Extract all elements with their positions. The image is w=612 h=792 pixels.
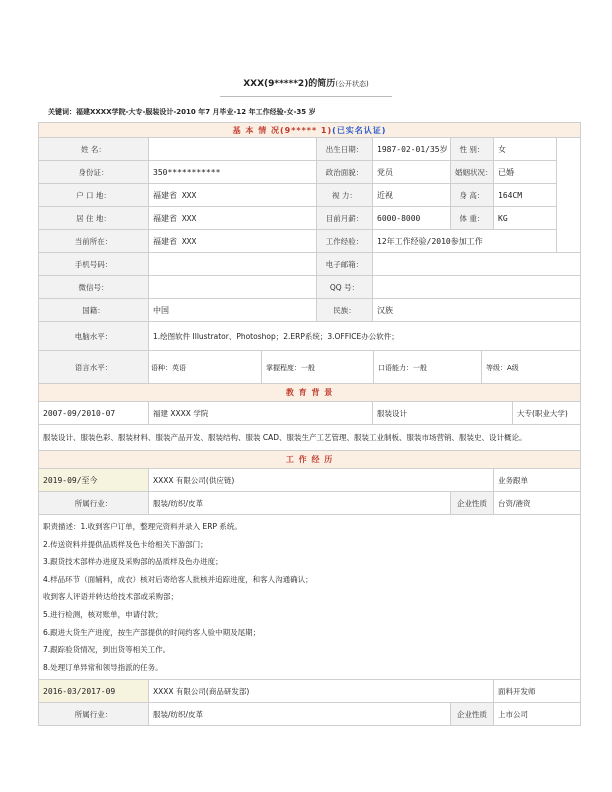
gender-label: 性 别：: [451, 138, 494, 161]
job-1-desc-line: 5.进行检测，核对账单，申请付款；: [43, 609, 163, 619]
email-label: 电子邮箱：: [317, 253, 373, 276]
job-1-desc-line: 6.跟进大货生产进度，按生产部提供的时间约客人验中期及尾期；: [43, 627, 261, 637]
gender-value: 女: [494, 138, 557, 161]
weight-label: 体 重：: [451, 207, 494, 230]
keywords-line: 关键词：福建XXXX学院-大专-服装设计-2010 年7 月毕业-12 年工作经验-女-35 岁: [48, 108, 316, 116]
title-divider: [220, 96, 392, 97]
hukou-label: 户 口 地：: [39, 184, 149, 207]
job-1-industry: 服装/纺织/皮革: [149, 492, 451, 515]
wechat-value: [149, 276, 317, 299]
political-value: 党员: [373, 161, 451, 184]
job-1-desc-line: 3.跟货技术部样办进度及采购部的品质样及色办进度；: [43, 557, 223, 567]
lang-type: 语种：英语: [149, 351, 262, 383]
political-label: 政治面貌：: [317, 161, 373, 184]
id-value: 350***********: [149, 161, 317, 184]
experience-label: 工作经验：: [317, 230, 373, 253]
basic-info-header: [39, 123, 581, 138]
job-1-desc-line: 4.样品环节（面辅料，成衣）核对后寄给客人批核并追踪进度，和客人沟通确认；: [43, 574, 313, 584]
id-label: 身份证：: [39, 161, 149, 184]
job-1-period: 2019-09/至今: [39, 469, 149, 492]
job-2-period: 2016-03/2017-09: [39, 680, 149, 703]
qq-label: QQ 号：: [317, 276, 373, 299]
job-1-description: [39, 515, 581, 680]
qq-value: [373, 276, 581, 299]
education-header: 教 育 背 景: [39, 384, 581, 402]
location-label: 当前所在：: [39, 230, 149, 253]
name-value: [149, 138, 317, 161]
job-1-nature: 台资/港资: [494, 492, 581, 515]
language-values: [149, 351, 581, 384]
job-1-desc-line: 8.处理订单异常和领导指派的任务。: [43, 662, 163, 672]
birth-value: 1987-02-01/35岁: [373, 138, 451, 161]
job-1-nature-label: 企业性质: [451, 492, 494, 515]
nation-label: 国籍：: [39, 299, 149, 322]
phone-label: 手机号码：: [39, 253, 149, 276]
ethnic-value: 汉族: [373, 299, 581, 322]
nation-value: 中国: [149, 299, 317, 322]
phone-value: [149, 253, 317, 276]
experience-value: 12年工作经验/2010参加工作: [373, 230, 557, 253]
edu-courses: 服装设计、服装色彩、服装材料、服装产品开发、服装结构、服装 CAD、服装生产工艺管理、服装工业制板、服装市场营销、服装史、设计概论。: [39, 425, 581, 451]
photo-placeholder: [557, 138, 581, 253]
resume-title-main: XXX(9*****2)的简历: [243, 79, 336, 89]
job-2-industry: 服装/纺织/皮革: [149, 703, 451, 726]
salary-value: 6000-8000: [373, 207, 451, 230]
job-2-position: 面料开发师: [494, 680, 581, 703]
height-label: 身 高：: [451, 184, 494, 207]
lang-mastery: 掌握程度：一般: [262, 351, 374, 383]
verified-note: (已实名认证): [332, 125, 387, 135]
work-header: 工 作 经 历: [39, 451, 581, 469]
location-value: 福建省 XXX: [149, 230, 317, 253]
salary-label: 目前月薪：: [317, 207, 373, 230]
job-1-desc-line: 收到客人评语并转达给技术部或采购部；: [43, 592, 178, 602]
ethnic-label: 民族：: [317, 299, 373, 322]
weight-value: KG: [494, 207, 557, 230]
height-value: 164CM: [494, 184, 557, 207]
edu-period: 2007-09/2010-07: [39, 402, 149, 425]
job-1-company: XXXX 有限公司(供应链): [149, 469, 494, 492]
vision-value: 近视: [373, 184, 451, 207]
job-2-nature: 上市公司: [494, 703, 581, 726]
resume-title: [0, 76, 612, 89]
job-2-company: XXXX 有限公司(商品研发部): [149, 680, 494, 703]
name-label: 姓 名：: [39, 138, 149, 161]
residence-label: 居 住 地：: [39, 207, 149, 230]
job-2-nature-label: 企业性质: [451, 703, 494, 726]
job-1-industry-label: 所属行业：: [39, 492, 149, 515]
email-value: [373, 253, 581, 276]
computer-label: 电脑水平：: [39, 322, 149, 351]
computer-value: 1.绘图软件 Illustrator、Photoshop；2.ERP系统；3.OFFICE办公软件；: [149, 322, 581, 351]
marital-label: 婚姻状况：: [451, 161, 494, 184]
resume-title-status: (公开状态): [335, 80, 369, 88]
language-label: 语言水平：: [39, 351, 149, 384]
edu-major: 服装设计: [373, 402, 513, 425]
lang-oral: 口语能力：一般: [374, 351, 482, 383]
hukou-value: 福建省 XXX: [149, 184, 317, 207]
basic-info-title: 基 本 情 况(9***** 1): [232, 125, 333, 135]
marital-value: 已婚: [494, 161, 557, 184]
job-1-position: 业务跟单: [494, 469, 581, 492]
job-2-industry-label: 所属行业：: [39, 703, 149, 726]
job-1-desc-line: 职责描述：1.收到客户订单，整理完资料并录入 ERP 系统。: [43, 522, 242, 531]
residence-value: 福建省 XXX: [149, 207, 317, 230]
job-1-desc-line: 7.跟踪验货情况，到出货等相关工作。: [43, 645, 171, 655]
wechat-label: 微信号：: [39, 276, 149, 299]
edu-school: 福建 XXXX 学院: [149, 402, 373, 425]
edu-degree: 大专(职业大学): [513, 402, 581, 425]
lang-level: 等级：A级: [486, 364, 519, 372]
birth-label: 出生日期：: [317, 138, 373, 161]
vision-label: 视 力：: [317, 184, 373, 207]
job-1-desc-line: 2.传送资料并提供品质样及色卡给相关下游部门；: [43, 539, 208, 549]
resume-table: [38, 122, 581, 726]
